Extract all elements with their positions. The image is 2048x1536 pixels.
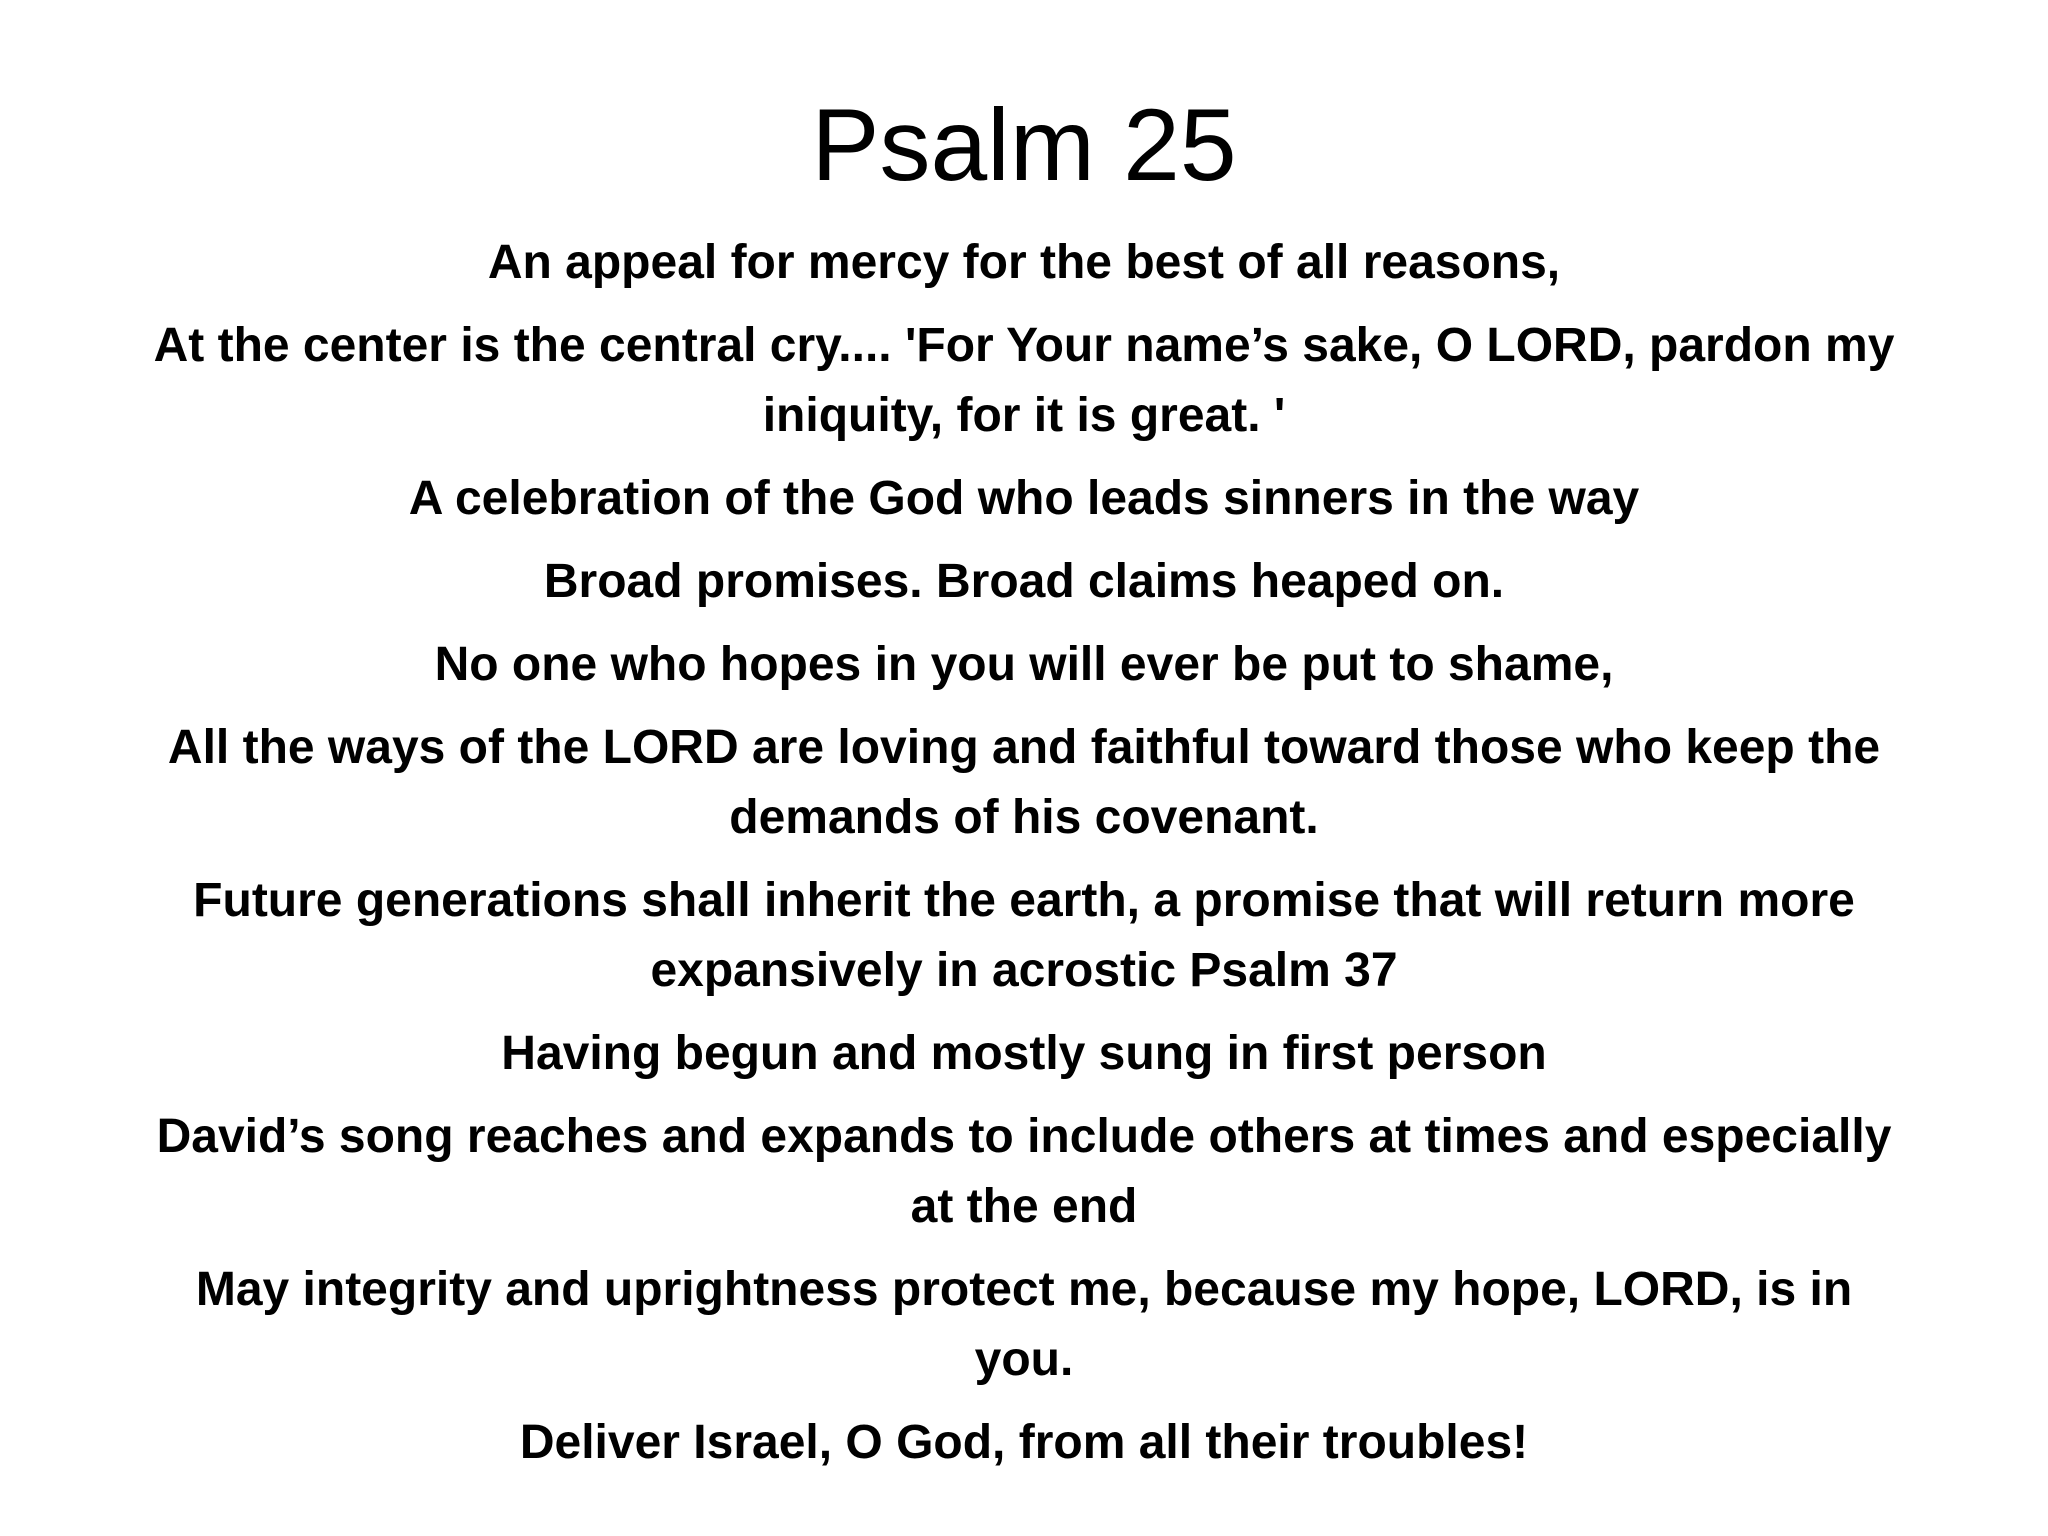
body-line: Having begun and mostly sung in first person — [501, 1027, 1547, 1080]
body-line: An appeal for mercy for the best of all reasons, — [487, 236, 1561, 289]
body-line: Future generations shall inherit the earth, a promise that will return more expansively in acrostic Psalm 37 — [193, 874, 1855, 997]
body-line: Broad promises. Broad claims heaped on. — [543, 555, 1505, 608]
body-line: At the center is the central cry.... 'For Your name’s sake, O LORD, pardon my iniquity, for it is great. ' — [153, 319, 1895, 442]
body-line: Deliver Israel, O God, from all their troubles! — [519, 1416, 1529, 1469]
slide-body — [140, 228, 1908, 1491]
body-line: No one who hopes in you will ever be put to shame, — [434, 638, 1614, 691]
body-line: May integrity and uprightness protect me, because my hope, LORD, is in you. — [195, 1263, 1853, 1386]
body-line: David’s song reaches and expands to include others at times and especially at the end — [156, 1110, 1892, 1233]
slide-title: Psalm 25 — [811, 88, 1237, 202]
body-line: All the ways of the LORD are loving and faithful toward those who keep the demands of his covenant. — [167, 721, 1881, 844]
body-line: A celebration of the God who leads sinners in the way — [408, 472, 1640, 525]
